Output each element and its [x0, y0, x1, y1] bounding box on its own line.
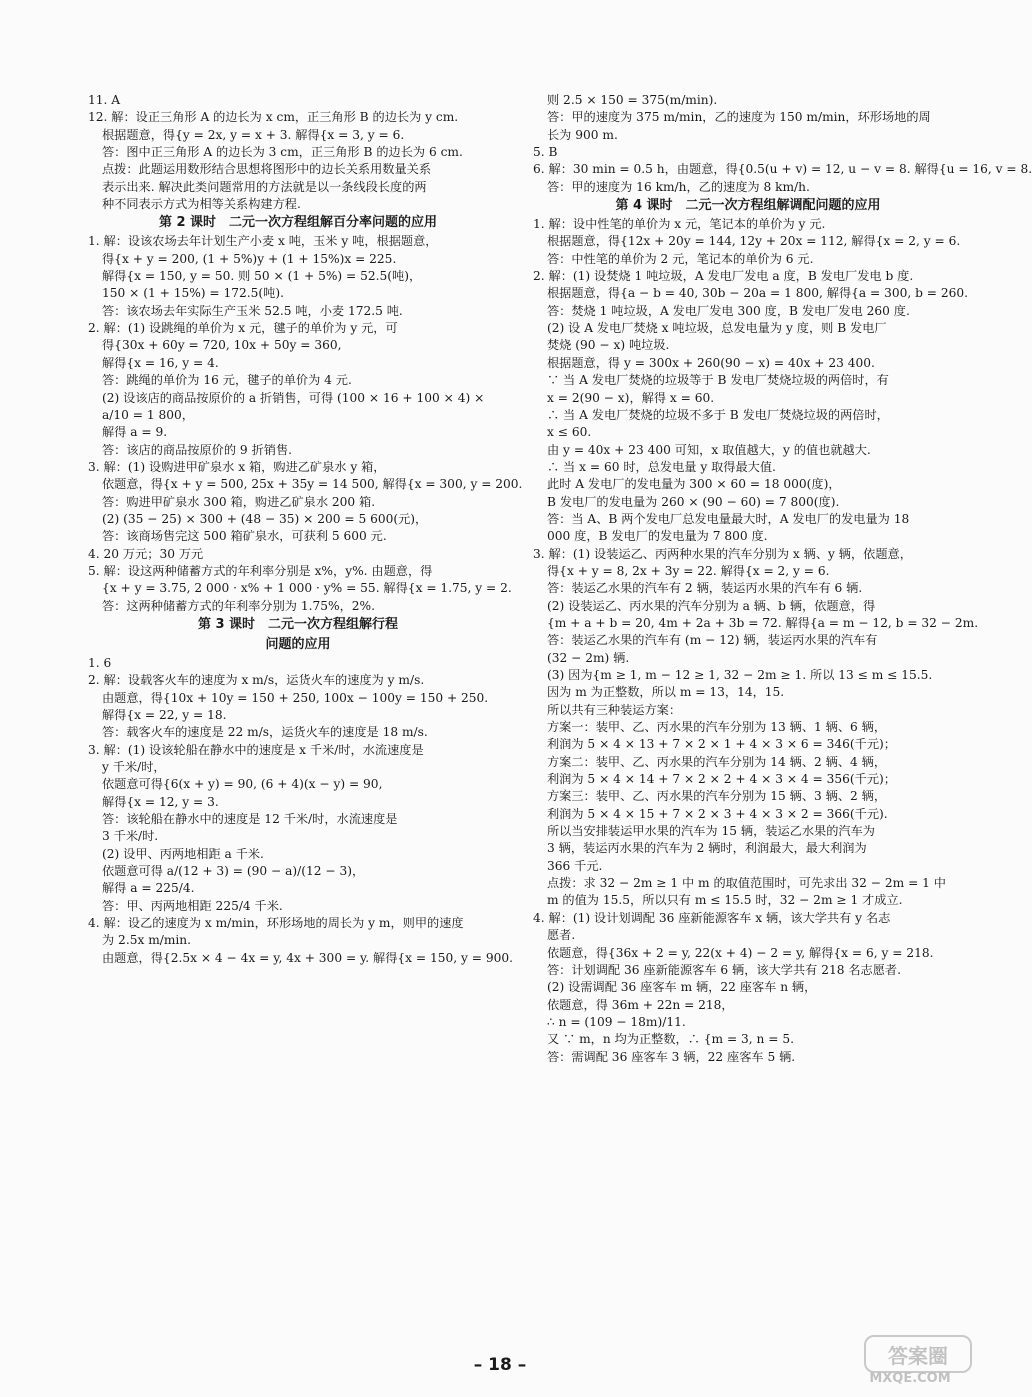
text-line: 解得{x = 22, y = 18. — [102, 708, 227, 722]
text-line: 3. 解：(1) 设装运乙、丙两种水果的汽车分别为 x 辆、y 辆，依题意， — [533, 546, 912, 561]
text-line: {m + a + b = 20, 4m + 2a + 3b = 72. 解得{a = m − 12, b = 32 − 2m. — [547, 615, 979, 630]
text-line: 答：甲的速度为 16 km/h，乙的速度为 8 km/h. — [547, 179, 810, 194]
text-line: 答：载客火车的速度是 22 m/s，运货火车的速度是 18 m/s. — [102, 725, 428, 740]
text-line: 由题意，得{2.5x × 4 − 4x = y, 4x + 300 = y. 解得{x = 150, y = 900. — [102, 950, 513, 965]
text-line: 答：跳绳的单价为 16 元，毽子的单价为 4 元. — [102, 373, 352, 388]
text-line: 解得 a = 225/4. — [102, 881, 195, 896]
text-line: 答：计划调配 36 座新能源客车 6 辆，该大学共有 218 名志愿者. — [547, 962, 901, 977]
text-line: 答：焚烧 1 吨垃圾，A 发电厂发电 300 度，B 发电厂发电 260 度. — [547, 303, 910, 318]
text-line: 依题意，得 36m + 22n = 218， — [547, 997, 734, 1012]
text-line: 1. 6 — [88, 655, 112, 670]
text-line: 依题意，得{36x + 2 = y, 22(x + 4) − 2 = y, 解得{x = 6, y = 218. — [547, 945, 934, 960]
text-line: 2. 解：(1) 设跳绳的单价为 x 元，毽子的单价为 y 元，可 — [88, 321, 398, 336]
text-line: 焚烧 (90 − x) 吨垃圾. — [547, 338, 670, 353]
text-line: 3 辆，装运丙水果的汽车为 2 辆时，利润最大，最大利润为 — [547, 841, 867, 856]
text-line: 4. 解：设乙的速度为 x m/min，环形场地的周长为 y m，则甲的速度 — [88, 916, 464, 931]
text-line: 1. 解：设该农场去年计划生产小麦 x 吨，玉米 y 吨，根据题意， — [88, 234, 438, 249]
text-line: 得{30x + 60y = 720, 10x + 50y = 360, — [102, 338, 342, 353]
text-line: 1. 解：设中性笔的单价为 x 元，笔记本的单价为 y 元. — [533, 217, 826, 232]
text-line: 依题意，得{x + y = 500, 25x + 35y = 14 500, 解得{x = 300, y = 200. — [102, 477, 523, 492]
text-line: 愿者. — [547, 928, 576, 943]
text-line: 366 千元. — [547, 858, 603, 873]
text-line: 答：购进甲矿泉水 300 箱，购进乙矿泉水 200 箱. — [102, 494, 376, 509]
text-line: 3 千米/时. — [102, 829, 159, 844]
text-line: (3) 因为{m ≥ 1, m − 12 ≥ 1, 32 − 2m ≥ 1. 所以 13 ≤ m ≤ 15.5. — [547, 668, 933, 682]
text-line: (2) 设该店的商品按原价的 a 折销售，可得 (100 × 16 + 100 × 4) × — [102, 390, 485, 405]
text-line: 表示出来. 解决此类问题常用的方法就是以一条线段长度的两 — [102, 179, 427, 194]
text-line: 则 2.5 × 150 = 375(m/min). — [547, 93, 718, 107]
text-line: a/10 = 1 800， — [102, 407, 194, 422]
text-line: 由题意，得{10x + 10y = 150 + 250, 100x − 100y = 150 + 250. — [102, 690, 489, 705]
text-line: 根据题意，得 y = 300x + 260(90 − x) = 40x + 23 400. — [547, 355, 875, 370]
text-line: 答：该商场售完这 500 箱矿泉水，可获利 5 600 元. — [102, 529, 387, 544]
text-line: 依题意可得 a/(12 + 3) = (90 − a)/(12 − 3)， — [102, 864, 365, 879]
text-line: 解得 a = 9. — [102, 425, 168, 440]
text-line: 根据题意，得{y = 2x, y = x + 3. 解得{x = 3, y = 6. — [102, 127, 405, 142]
text-line: 答：装运乙水果的汽车有 (m − 12) 辆，装运丙水果的汽车有 — [547, 633, 878, 648]
text-line: (2) 设甲、丙两地相距 a 千米. — [102, 846, 264, 861]
text-line: 12. 解：设正三角形 A 的边长为 x cm，正三角形 B 的边长为 y cm. — [88, 110, 459, 125]
text-line: 点拨：求 32 − 2m ≥ 1 中 m 的取值范围时，可先求出 32 − 2m = 1 中 — [547, 876, 946, 891]
text-line: y 千米/时， — [102, 760, 166, 775]
text-line: ∵ 当 A 发电厂焚烧的垃圾等于 B 发电厂焚烧垃圾的两倍时，有 — [547, 373, 889, 388]
text-line: 利润为 5 × 4 × 15 + 7 × 2 × 3 + 4 × 3 × 2 = 366(千元). — [547, 806, 888, 821]
watermark-logo — [840, 1335, 980, 1387]
text-line: 3. 解：(1) 设该轮船在静水中的速度是 x 千米/时，水流速度是 — [88, 742, 424, 757]
text-line: B 发电厂的发电量为 260 × (90 − 60) = 7 800(度). — [547, 494, 840, 509]
text-line: {x + y = 3.75, 2 000 · x% + 1 000 · y% = 55. 解得{x = 1.75, y = 2. — [102, 581, 512, 596]
text-line: (2) 设 A 发电厂焚烧 x 吨垃圾，总发电量为 y 度，则 B 发电厂 — [547, 321, 887, 336]
text-line: 2. 解：(1) 设焚烧 1 吨垃圾，A 发电厂发电 a 度，B 发电厂发电 b 度. — [533, 269, 914, 284]
text-line: 所以共有三种装运方案： — [547, 702, 682, 717]
text-line: 答：图中正三角形 A 的边长为 3 cm，正三角形 B 的边长为 6 cm. — [102, 145, 463, 160]
text-line: 11. A — [88, 93, 121, 107]
right-column — [533, 92, 1032, 1066]
text-line: ∴ n = (109 − 18m)/11. — [547, 1014, 686, 1029]
text-line: 由 y = 40x + 23 400 可知，x 取值越大，y 的值也就越大. — [547, 442, 871, 457]
text-line: 000 度，B 发电厂的发电量为 7 800 度. — [547, 529, 768, 544]
text-line: 此时 A 发电厂的发电量为 300 × 60 = 18 000(度)， — [547, 477, 841, 492]
text-line: 根据题意，得{a − b = 40, 30b − 20a = 1 800, 解得{a = 300, b = 260. — [547, 286, 969, 301]
text-line: 答：当 A、B 两个发电厂总发电量最大时，A 发电厂的发电量为 18 — [547, 511, 910, 526]
text-line: 4. 20 万元；30 万元 — [88, 546, 204, 561]
text-line: 答：该农场去年实际生产玉米 52.5 吨，小麦 172.5 吨. — [102, 303, 403, 318]
text-line: 答：甲、丙两地相距 225/4 千米. — [102, 898, 283, 913]
text-line: 5. 解：设这两种储蓄方式的年利率分别是 x%，y%. 由题意，得 — [88, 563, 433, 578]
text-line: ∴ 当 A 发电厂焚烧的垃圾不多于 B 发电厂焚烧垃圾的两倍时， — [547, 407, 889, 422]
text-line: 3. 解：(1) 设购进甲矿泉水 x 箱，购进乙矿泉水 y 箱， — [88, 459, 386, 474]
text-line: 答：需调配 36 座客车 3 辆，22 座客车 5 辆. — [547, 1049, 796, 1064]
text-line: 因为 m 为正整数，所以 m = 13，14，15. — [547, 685, 785, 700]
text-line: 所以当安排装运甲水果的汽车为 15 辆，装运乙水果的汽车为 — [547, 824, 875, 839]
text-line: 种不同表示方式为相等关系构建方程. — [102, 197, 301, 212]
text-line: 答：该轮船在静水中的速度是 12 千米/时，水流速度是 — [102, 812, 398, 827]
text-line: 答：装运乙水果的汽车有 2 辆，装运丙水果的汽车有 6 辆. — [547, 581, 863, 596]
text-line: x = 2(90 − x)，解得 x = 60. — [547, 390, 715, 405]
text-line: x ≤ 60. — [547, 425, 592, 440]
text-line: 利润为 5 × 4 × 14 + 7 × 2 × 2 + 4 × 3 × 4 = 356(千元)； — [547, 772, 896, 787]
text-line: 4. 解：(1) 设计划调配 36 座新能源客车 x 辆，该大学共有 y 名志 — [533, 910, 891, 925]
section-heading: 第 4 课时 二元一次方程组解调配问题的应用 — [615, 198, 881, 214]
section-heading: 第 3 课时 二元一次方程组解行程 — [197, 616, 399, 632]
text-line: 方案一：装甲、乙、丙水果的汽车分别为 13 辆、1 辆、6 辆， — [547, 720, 887, 735]
text-line: (2) 设装运乙、丙水果的汽车分别为 a 辆、b 辆，依题意，得 — [547, 598, 876, 613]
text-line: 答：甲的速度为 375 m/min，乙的速度为 150 m/min，环形场地的周 — [547, 110, 931, 125]
text-line: 根据题意，得{12x + 20y = 144, 12y + 20x = 112, 解得{x = 2, y = 6. — [547, 234, 961, 249]
text-line: 依题意可得{6(x + y) = 90, (6 + 4)(x − y) = 90, — [102, 777, 383, 792]
text-line: 解得{x = 150, y = 50. 则 50 × (1 + 5%) = 52.5(吨)， — [102, 269, 422, 284]
text-line: 答：这两种储蓄方式的年利率分别为 1.75%，2%. — [102, 598, 375, 613]
text-line: (2) 设需调配 36 座客车 m 辆，22 座客车 n 辆， — [547, 980, 817, 995]
text-line: m 的值为 15.5，所以只有 m ≤ 15.5 时，32 − 2m ≥ 1 才成立. — [547, 893, 903, 908]
watermark-domain: MXQE.COM — [869, 1371, 951, 1386]
text-line: 得{x + y = 200, (1 + 5%)y + (1 + 15%)x = 225. — [102, 251, 397, 266]
text-line: 方案二：装甲、乙、丙水果的汽车分别为 14 辆、2 辆、4 辆， — [547, 754, 887, 769]
text-line: 为 2.5x m/min. — [102, 933, 192, 948]
text-line: 150 × (1 + 15%) = 172.5(吨). — [102, 286, 284, 301]
text-line: 6. 解：30 min = 0.5 h，由题意，得{0.5(u + v) = 12, u − v = 8. 解得{u = 16, v = 8. — [533, 162, 1032, 177]
text-line: (2) (35 − 25) × 300 + (48 − 35) × 200 = 5 600(元)， — [102, 511, 428, 526]
text-line: 点拨：此题运用数形结合思想将图形中的边长关系用数量关系 — [102, 162, 432, 177]
text-line: 得{x + y = 8, 2x + 3y = 22. 解得{x = 2, y = 6. — [547, 563, 830, 578]
text-line: (32 − 2m) 辆. — [547, 650, 630, 665]
text-line: 利润为 5 × 4 × 13 + 7 × 2 × 1 + 4 × 3 × 6 = 346(千元)； — [547, 737, 896, 752]
left-column — [88, 92, 523, 967]
text-line: 答：该店的商品按原价的 9 折销售. — [102, 442, 293, 457]
text-line: 5. B — [533, 145, 558, 160]
text-line: 解得{x = 16, y = 4. — [102, 355, 219, 370]
text-line: 长为 900 m. — [547, 127, 618, 142]
section-heading: 第 2 课时 二元一次方程组解百分率问题的应用 — [158, 215, 438, 231]
text-line: 解得{x = 12, y = 3. — [102, 794, 219, 809]
text-line: 方案三：装甲、乙、丙水果的汽车分别为 15 辆、3 辆、2 辆， — [547, 789, 887, 804]
text-line: 2. 解：设载客火车的速度为 x m/s，运货火车的速度为 y m/s. — [88, 673, 425, 688]
text-line: ∴ 当 x = 60 时，总发电量 y 取得最大值. — [547, 459, 776, 474]
watermark-text: 答案圈 — [864, 1335, 972, 1373]
page-number: – 18 – — [473, 1355, 527, 1375]
text-line: 答：中性笔的单价为 2 元，笔记本的单价为 6 元. — [547, 251, 814, 266]
text-line: 又 ∵ m，n 均为正整数，∴ {m = 3, n = 5. — [547, 1032, 794, 1047]
section-heading: 问题的应用 — [265, 636, 331, 652]
